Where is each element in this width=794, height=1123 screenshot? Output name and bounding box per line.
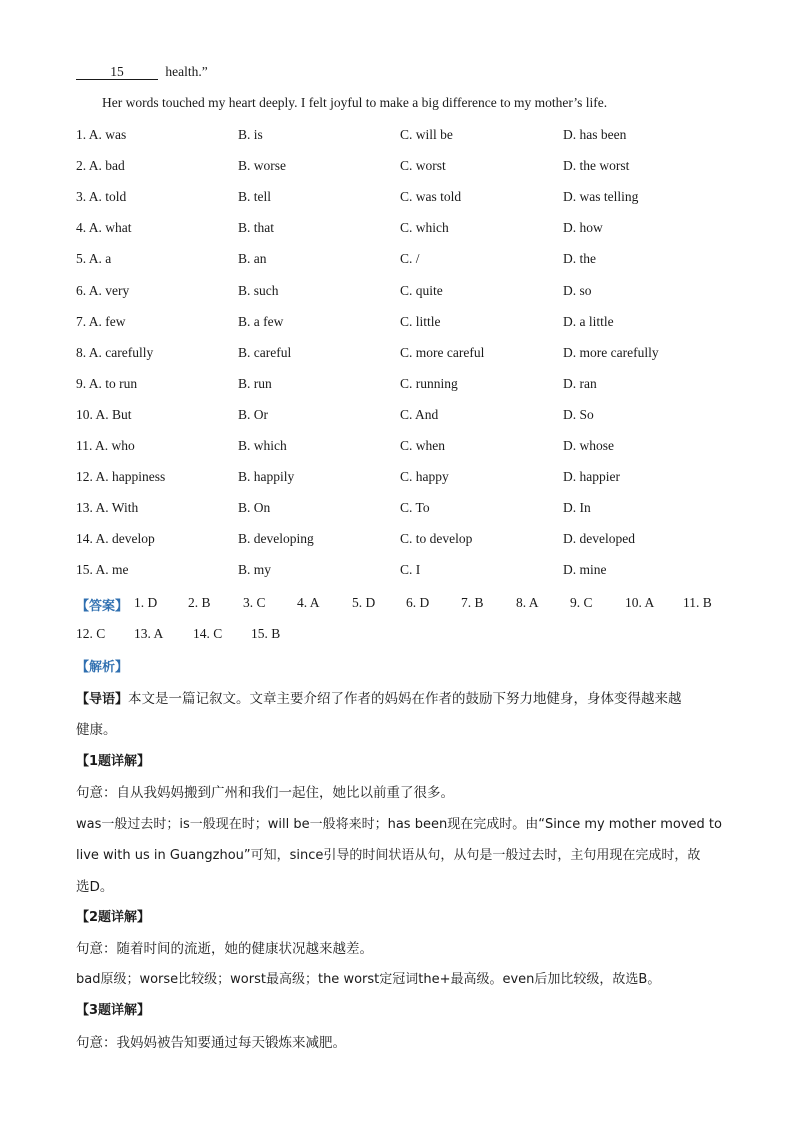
option-q2-d: D. the worst (563, 158, 630, 174)
option-q1-d: D. has been (563, 127, 627, 142)
option-q5-a: 5. A. a (76, 251, 112, 267)
option-q1-b: B. is (238, 127, 263, 142)
option-q10-a: 10. A. But (76, 406, 132, 422)
detail-3-line-1: 句意：我妈妈被告知要通过每天锻炼来减肥。 (76, 1035, 346, 1051)
answer-item: 3. C (243, 595, 266, 610)
option-q3-c: C. was told (400, 189, 462, 205)
detail-1-line-2: was一般过去时；is一般现在时；will be一般将来时；has been现在完成时。由“Since my mother moved to (76, 817, 722, 832)
option-q6-b: B. such (238, 282, 279, 298)
option-q1-c: C. will be (400, 127, 453, 142)
option-q8-b: B. careful (238, 344, 292, 360)
option-q15-d: D. mine (563, 562, 607, 578)
guide-line-2: 健康。 (76, 722, 117, 738)
answer-item: 6. D (406, 595, 430, 610)
guide-tag: 【导语】 (76, 692, 129, 707)
option-q7-b: B. a few (238, 313, 284, 329)
option-q7-c: C. little (400, 313, 441, 329)
detail-2-line-1: 句意：随着时间的流逝，她的健康状况越来越差。 (76, 941, 373, 957)
answer-row-1 (76, 595, 128, 614)
option-q7-d: D. a little (563, 313, 614, 329)
detail-3-title: 【3题详解】 (76, 1003, 151, 1018)
passage-text-health: health.” (165, 64, 208, 79)
option-q14-a: 14. A. develop (76, 531, 155, 547)
analysis-heading: 【解析】 (76, 660, 129, 675)
option-q8-a: 8. A. carefully (76, 344, 154, 360)
option-q10-c: C. And (400, 406, 439, 422)
option-q3-b: B. tell (238, 189, 271, 205)
answer-item: 2. B (188, 595, 211, 610)
answer-item: 11. B (683, 595, 712, 610)
option-q12-b: B. happily (238, 469, 295, 485)
option-q9-a: 9. A. to run (76, 375, 138, 391)
option-q15-a: 15. A. me (76, 562, 129, 578)
detail-2-title: 【2题详解】 (76, 910, 151, 925)
option-q4-b: B. that (238, 220, 274, 236)
option-q6-d: D. so (563, 282, 592, 298)
option-q4-a: 4. A. what (76, 220, 132, 236)
option-q5-d: D. the (563, 251, 596, 267)
option-q7-a: 7. A. few (76, 313, 126, 329)
option-q9-d: D. ran (563, 375, 597, 391)
detail-2-line-2: bad原级；worse比较级；worst最高级；the worst定冠词the+最高级。even后加比较级，故选B。 (76, 972, 661, 987)
option-q4-d: D. how (563, 220, 603, 236)
answer-item: 13. A (134, 626, 164, 641)
option-q6-a: 6. A. very (76, 282, 130, 298)
answer-item: 4. A (297, 595, 320, 610)
answer-item: 7. B (461, 595, 484, 610)
option-q9-c: C. running (400, 375, 458, 391)
option-q8-d: D. more carefully (563, 344, 659, 360)
answer-item: 9. C (570, 595, 593, 610)
option-q2-c: C. worst (400, 158, 446, 174)
option-q6-c: C. quite (400, 282, 443, 298)
answer-item: 12. C (76, 626, 106, 641)
option-q14-b: B. developing (238, 531, 314, 547)
option-q13-c: C. To (400, 500, 430, 516)
option-q8-c: C. more careful (400, 344, 485, 360)
option-q12-c: C. happy (400, 469, 449, 485)
answer-item: 8. A (516, 595, 539, 610)
option-q15-b: B. my (238, 562, 272, 578)
passage-last-line (76, 64, 208, 80)
option-q2-b: B. worse (238, 158, 286, 174)
answer-item: 5. D (352, 595, 376, 610)
option-q4-c: C. which (400, 220, 449, 236)
option-q2-a: 2. A. bad (76, 158, 125, 174)
option-q11-a: 11. A. who (76, 438, 135, 453)
option-q3-d: D. was telling (563, 189, 639, 205)
option-q3-a: 3. A. told (76, 189, 127, 205)
option-q15-c: C. I (400, 562, 421, 578)
option-q12-a: 12. A. happiness (76, 469, 166, 485)
option-q14-d: D. developed (563, 531, 635, 547)
option-q11-c: C. when (400, 438, 445, 453)
detail-1-line-1: 句意：自从我妈妈搬到广州和我们一起住，她比以前重了很多。 (76, 785, 454, 801)
option-q12-d: D. happier (563, 469, 620, 485)
option-q13-a: 13. A. With (76, 500, 139, 516)
option-q1-a: 1. A. was (76, 127, 127, 142)
blank-15: 15 (76, 65, 158, 80)
answer-item: 1. D (134, 595, 158, 610)
option-q13-d: D. In (563, 500, 591, 516)
option-q9-b: B. run (238, 375, 272, 391)
option-q14-c: C. to develop (400, 531, 473, 547)
option-q5-b: B. an (238, 251, 267, 267)
answer-item: 14. C (193, 626, 223, 641)
option-q10-b: B. Or (238, 406, 268, 422)
answer-item: 10. A (625, 595, 655, 610)
detail-1-title: 【1题详解】 (76, 754, 151, 769)
detail-1-line-4: 选D。 (76, 879, 114, 895)
option-q11-d: D. whose (563, 438, 614, 453)
option-q13-b: B. On (238, 500, 271, 516)
option-q11-b: B. which (238, 438, 287, 453)
option-q10-d: D. So (563, 406, 594, 422)
detail-1-line-3: live with us in Guangzhou”可知，since引导的时间状语从句，从句是一般过去时，主句用现在完成时，故 (76, 848, 701, 863)
answer-item: 15. B (251, 626, 281, 641)
option-q5-c: C. / (400, 251, 420, 267)
passage-paragraph: Her words touched my heart deeply. I felt joyful to make a big difference to my mother’s life. (102, 95, 608, 110)
answer-tag: 【答案】 (76, 599, 129, 614)
guide-line-1: 【导语】本文是一篇记叙文。文章主要介绍了作者的妈妈在作者的鼓励下努力地健身，身体变得越来越 (76, 691, 682, 707)
